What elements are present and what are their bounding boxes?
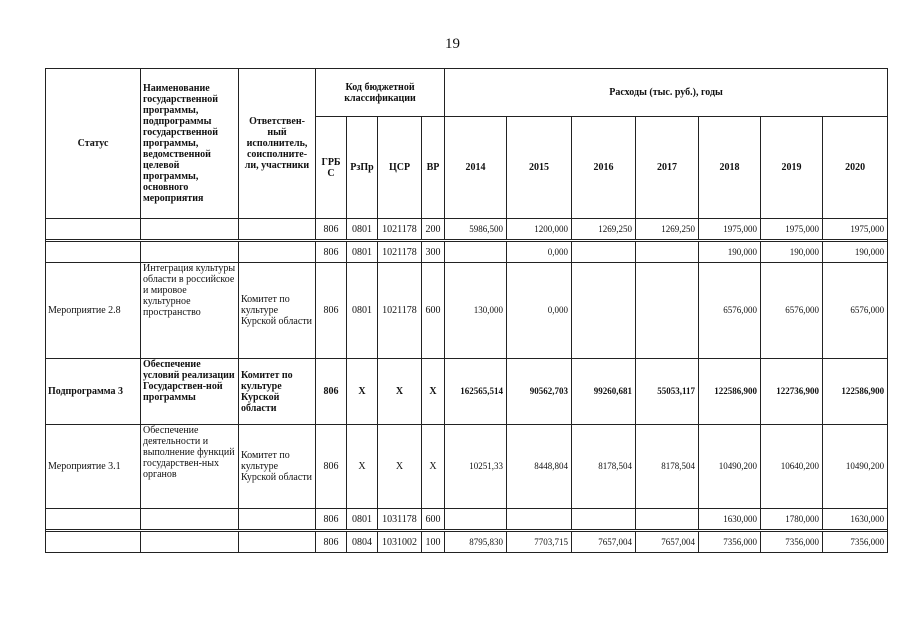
cell-executor: Комитет по культуре Курской области bbox=[239, 263, 316, 359]
header-rzpr: РзПр bbox=[347, 117, 378, 219]
cell-rzpr: 0801 bbox=[347, 263, 378, 359]
cell-value: 1630,000 bbox=[823, 509, 888, 530]
cell-value: 7657,004 bbox=[572, 532, 636, 553]
cell-value: 162565,514 bbox=[445, 359, 507, 425]
cell-value: 10490,200 bbox=[699, 425, 761, 509]
cell-value: 1780,000 bbox=[761, 509, 823, 530]
cell-value: 1975,000 bbox=[823, 219, 888, 240]
cell-value: 190,000 bbox=[699, 242, 761, 263]
cell-csr: Х bbox=[378, 425, 422, 509]
table-row bbox=[46, 425, 888, 509]
cell-value: 130,000 bbox=[445, 263, 507, 359]
cell-csr: 1021178 bbox=[378, 219, 422, 240]
cell-status: Мероприятие 2.8 bbox=[46, 263, 141, 359]
cell-value: 6576,000 bbox=[699, 263, 761, 359]
cell-rzpr: 0801 bbox=[347, 242, 378, 263]
cell-rzpr: Х bbox=[347, 359, 378, 425]
cell-vr: 600 bbox=[422, 263, 445, 359]
header-expenses: Расходы (тыс. руб.), годы bbox=[445, 69, 888, 117]
cell-value: 90562,703 bbox=[507, 359, 572, 425]
cell-value: 7356,000 bbox=[699, 532, 761, 553]
budget-table bbox=[45, 68, 888, 553]
cell-executor: Комитет по культуре Курской области bbox=[239, 359, 316, 425]
cell-name bbox=[141, 219, 239, 240]
header-year: 2016 bbox=[572, 117, 636, 219]
cell-value: 7703,715 bbox=[507, 532, 572, 553]
header-year: 2020 bbox=[823, 117, 888, 219]
cell-grbs: 806 bbox=[316, 532, 347, 553]
cell-value: 5986,500 bbox=[445, 219, 507, 240]
header-grbs: ГРБС bbox=[316, 117, 347, 219]
cell-status: Подпрограмма 3 bbox=[46, 359, 141, 425]
cell-value bbox=[445, 242, 507, 263]
cell-value bbox=[572, 509, 636, 530]
cell-value: 1200,000 bbox=[507, 219, 572, 240]
cell-executor bbox=[239, 219, 316, 240]
page-number: 19 bbox=[445, 36, 460, 52]
cell-status bbox=[46, 242, 141, 263]
table-row bbox=[46, 509, 888, 530]
cell-csr: 1031178 bbox=[378, 509, 422, 530]
cell-value: 7356,000 bbox=[761, 532, 823, 553]
cell-value: 10490,200 bbox=[823, 425, 888, 509]
cell-name: Обеспечение условий реализации Государствен-ной программы bbox=[141, 359, 239, 425]
table-row bbox=[46, 532, 888, 553]
cell-status bbox=[46, 532, 141, 553]
cell-csr: 1021178 bbox=[378, 242, 422, 263]
cell-value: 0,000 bbox=[507, 263, 572, 359]
cell-executor bbox=[239, 242, 316, 263]
cell-rzpr: 0801 bbox=[347, 509, 378, 530]
cell-rzpr: 0801 bbox=[347, 219, 378, 240]
cell-value bbox=[636, 242, 699, 263]
header-status: Статус bbox=[46, 69, 141, 219]
cell-value: 8448,804 bbox=[507, 425, 572, 509]
cell-value: 7356,000 bbox=[823, 532, 888, 553]
cell-value: 10640,200 bbox=[761, 425, 823, 509]
table-row bbox=[46, 263, 888, 359]
cell-grbs: 806 bbox=[316, 263, 347, 359]
header-name: Наименование государственной программы, подпрограммы государственной программы, ведомственной целевой программы, основного мероприятия bbox=[141, 69, 239, 219]
cell-vr: 600 bbox=[422, 509, 445, 530]
cell-rzpr: 0804 bbox=[347, 532, 378, 553]
cell-rzpr: Х bbox=[347, 425, 378, 509]
header-year: 2015 bbox=[507, 117, 572, 219]
cell-value: 1975,000 bbox=[761, 219, 823, 240]
header-year: 2018 bbox=[699, 117, 761, 219]
cell-value: 8178,504 bbox=[636, 425, 699, 509]
cell-value: 0,000 bbox=[507, 242, 572, 263]
cell-executor bbox=[239, 532, 316, 553]
cell-value: 8178,504 bbox=[572, 425, 636, 509]
cell-value: 7657,004 bbox=[636, 532, 699, 553]
cell-status bbox=[46, 219, 141, 240]
cell-value: 6576,000 bbox=[823, 263, 888, 359]
header-year: 2017 bbox=[636, 117, 699, 219]
cell-value bbox=[572, 242, 636, 263]
header-year: 2019 bbox=[761, 117, 823, 219]
cell-grbs: 806 bbox=[316, 509, 347, 530]
cell-value: 8795,830 bbox=[445, 532, 507, 553]
cell-value: 1269,250 bbox=[572, 219, 636, 240]
cell-value: 1975,000 bbox=[699, 219, 761, 240]
cell-name: Интеграция культуры области в российское и мировое культурное пространство bbox=[141, 263, 239, 359]
cell-value: 122586,900 bbox=[823, 359, 888, 425]
table-row bbox=[46, 219, 888, 240]
cell-name: Обеспечение деятельности и выполнение функций государствен-ных органов bbox=[141, 425, 239, 509]
cell-grbs: 806 bbox=[316, 242, 347, 263]
cell-value: 1630,000 bbox=[699, 509, 761, 530]
cell-grbs: 806 bbox=[316, 219, 347, 240]
cell-name bbox=[141, 532, 239, 553]
cell-vr: 300 bbox=[422, 242, 445, 263]
cell-vr: 200 bbox=[422, 219, 445, 240]
cell-value bbox=[636, 263, 699, 359]
cell-csr: 1021178 bbox=[378, 263, 422, 359]
cell-grbs: 806 bbox=[316, 359, 347, 425]
table-row bbox=[46, 359, 888, 425]
header-csr: ЦСР bbox=[378, 117, 422, 219]
header-year: 2014 bbox=[445, 117, 507, 219]
cell-name bbox=[141, 242, 239, 263]
cell-name bbox=[141, 509, 239, 530]
header-budget-code: Код бюджетной классификации bbox=[316, 69, 445, 117]
cell-vr: Х bbox=[422, 425, 445, 509]
cell-executor: Комитет по культуре Курской области bbox=[239, 425, 316, 509]
header-executor: Ответствен-ный исполнитель, соисполните-ли, участники bbox=[239, 69, 316, 219]
cell-status bbox=[46, 509, 141, 530]
cell-value: 99260,681 bbox=[572, 359, 636, 425]
cell-value bbox=[445, 509, 507, 530]
cell-value: 122736,900 bbox=[761, 359, 823, 425]
cell-value: 122586,900 bbox=[699, 359, 761, 425]
cell-csr: 1031002 bbox=[378, 532, 422, 553]
cell-executor bbox=[239, 509, 316, 530]
cell-value: 190,000 bbox=[823, 242, 888, 263]
cell-value: 6576,000 bbox=[761, 263, 823, 359]
header-vr: ВР bbox=[422, 117, 445, 219]
cell-value bbox=[507, 509, 572, 530]
cell-value bbox=[636, 509, 699, 530]
cell-vr: Х bbox=[422, 359, 445, 425]
cell-value: 190,000 bbox=[761, 242, 823, 263]
cell-status: Мероприятие 3.1 bbox=[46, 425, 141, 509]
cell-value: 10251,33 bbox=[445, 425, 507, 509]
cell-value: 55053,117 bbox=[636, 359, 699, 425]
table-row bbox=[46, 242, 888, 263]
cell-vr: 100 bbox=[422, 532, 445, 553]
cell-value bbox=[572, 263, 636, 359]
cell-value: 1269,250 bbox=[636, 219, 699, 240]
cell-grbs: 806 bbox=[316, 425, 347, 509]
cell-csr: Х bbox=[378, 359, 422, 425]
